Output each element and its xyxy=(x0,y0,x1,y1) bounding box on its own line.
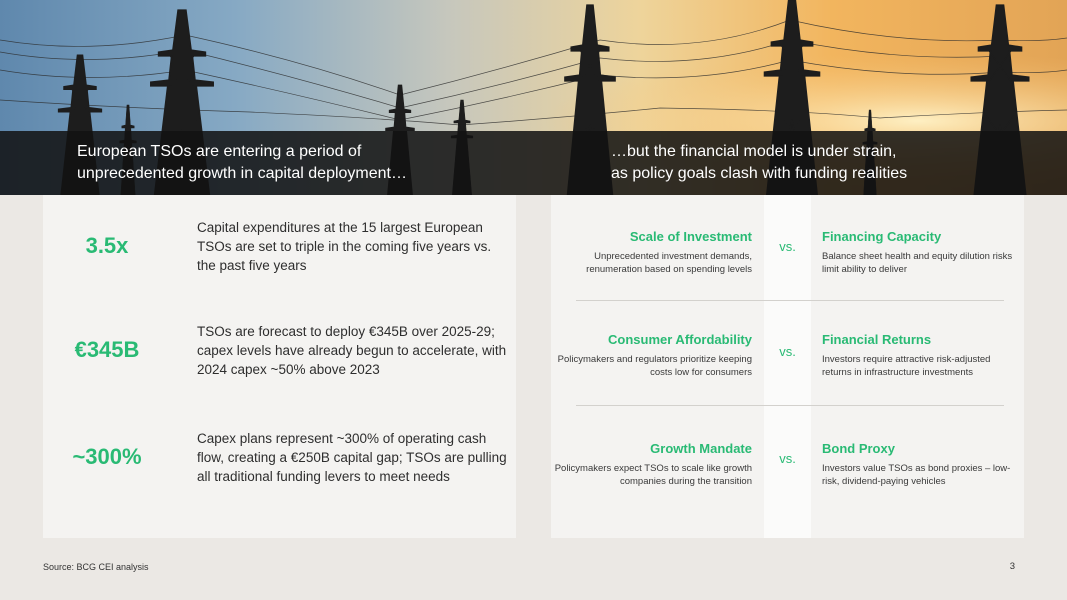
right-heading-line-1: …but the financial model is under strain, xyxy=(611,143,897,160)
vs-label: vs. xyxy=(779,451,796,466)
comparison-left-title: Scale of Investment xyxy=(629,229,752,244)
comparison-right-description: Balance sheet health and equity dilution risks limit ability to deliver xyxy=(822,251,1013,275)
stat-description: TSOs are forecast to deploy €345B over 2025-29; capex levels have already begun to accelerate, with 2024 capex ~50% above 2023 xyxy=(197,323,507,377)
stat-value: 3.5x xyxy=(85,233,129,258)
comparison-right-title: Financial Returns xyxy=(822,332,932,347)
comparison-left-title: Growth Mandate xyxy=(650,441,752,456)
stat-row xyxy=(43,206,516,286)
comparison-right-description: Investors require attractive risk-adjusted returns in infrastructure investments xyxy=(822,354,991,378)
comparison-right xyxy=(822,228,1018,276)
comparison-right-title: Financing Capacity xyxy=(822,229,942,244)
stat-row xyxy=(43,310,516,390)
comparison-panel xyxy=(551,195,1024,538)
left-heading xyxy=(77,141,517,185)
comparison-row xyxy=(551,228,1024,308)
comparison-left-title: Consumer Affordability xyxy=(608,332,752,347)
comparison-left xyxy=(551,331,752,379)
stat-row xyxy=(43,417,516,497)
stat-value: ~300% xyxy=(72,444,142,469)
comparison-right xyxy=(822,440,1018,488)
left-heading-line-2: unprecedented growth in capital deployment… xyxy=(77,165,407,182)
comparison-left-description: Policymakers and regulators prioritize keeping costs low for consumers xyxy=(557,354,752,378)
stat-description: Capital expenditures at the 15 largest European TSOs are set to triple in the coming five years vs. the past five years xyxy=(197,219,492,273)
comparison-right-title: Bond Proxy xyxy=(822,441,895,456)
source-note: Source: BCG CEI analysis xyxy=(43,562,149,572)
comparison-right-description: Investors value TSOs as bond proxies – low-risk, dividend-paying vehicles xyxy=(822,463,1011,487)
right-heading-line-2: as policy goals clash with funding realities xyxy=(611,165,908,182)
comparison-right xyxy=(822,331,1018,379)
comparison-row xyxy=(551,331,1024,411)
page-number: 3 xyxy=(1009,561,1015,572)
stat-description: Capex plans represent ~300% of operating cash flow, creating a €250B capital gap; TSOs are pulling all traditional funding levers to meet needs xyxy=(197,430,507,484)
left-heading-line-1: European TSOs are entering a period of xyxy=(77,143,362,160)
right-heading xyxy=(611,141,1051,185)
comparison-left-description: Policymakers expect TSOs to scale like growth companies during the transition xyxy=(554,463,752,487)
stats-panel xyxy=(43,195,516,538)
comparison-left xyxy=(551,228,752,276)
vs-label: vs. xyxy=(779,239,796,254)
comparison-row xyxy=(551,440,1024,520)
stat-value: €345B xyxy=(74,337,140,362)
comparison-left xyxy=(551,440,752,488)
comparison-left-description: Unprecedented investment demands, renumeration based on spending levels xyxy=(586,251,752,275)
vs-label: vs. xyxy=(779,344,796,359)
